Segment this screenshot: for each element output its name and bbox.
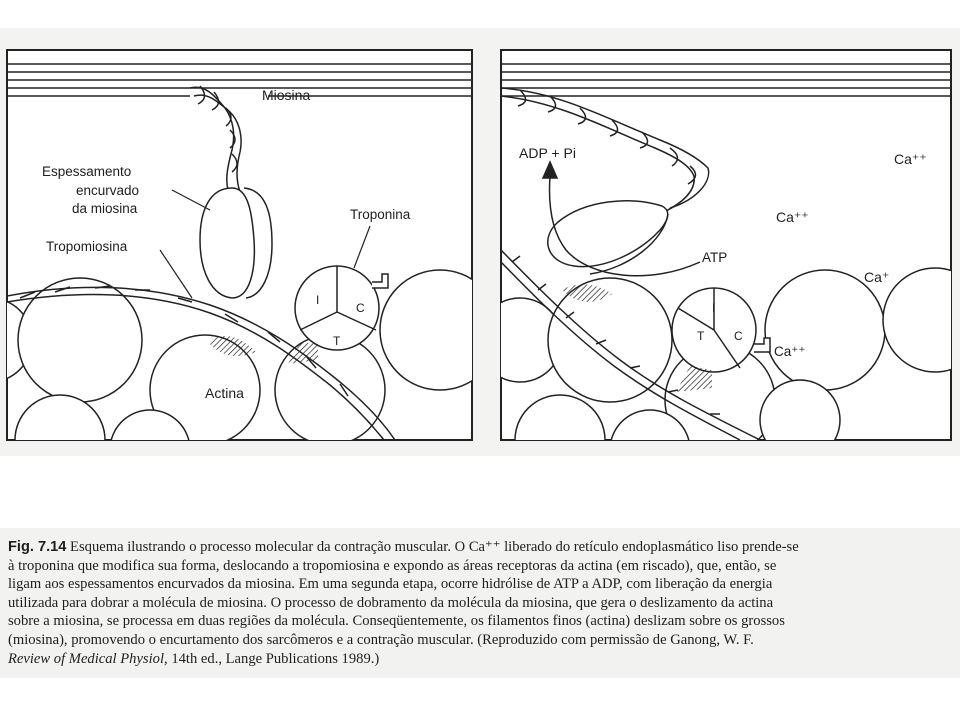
right-label-atp: ATP — [702, 250, 728, 265]
right-panel — [478, 50, 960, 490]
caption-fig-label: Fig. 7.14 — [8, 539, 67, 555]
caption-line-7 — [8, 650, 952, 669]
left-label-tropomyosin: Tropomiosina — [46, 239, 128, 254]
left-label-actin: Actina — [205, 385, 244, 401]
caption-line-6: (miosina), promovendo o encurtamento dos sarcômeros e a contração muscular. (Reproduzido com permissão de Ganong, W. F. — [8, 631, 754, 648]
caption-line-3: ligam aos espessamentos encurvados da miosina. Em uma segunda etapa, ocorre hidrólise de ATP a ADP, com liberação da energia — [8, 576, 773, 593]
left-troponin-c: C — [356, 301, 365, 315]
right-label-adp-pi: ADP + Pi — [519, 145, 576, 161]
caption-line-2: à troponina que modifica sua forma, deslocando a tropomiosina e expondo as áreas receptoras da actina (em riscado), que, então, se — [8, 557, 777, 574]
right-troponin-t: T — [697, 329, 705, 343]
figure-caption — [8, 538, 952, 668]
caption-line-5: sobre a miosina, se processa em duas regiões da molécula. Conseqüentemente, os filamentos finos (actina) deslizam sobre os grossos — [8, 613, 785, 630]
caption-reference-rest: 14th ed., Lange Publications 1989.) — [167, 650, 380, 667]
left-panel — [0, 50, 500, 490]
left-troponin-t: T — [333, 334, 341, 348]
caption-line-1-text: Esquema ilustrando o processo molecular da contração muscular. O Ca⁺⁺ liberado do retículo endoplasmático liso prende-se — [66, 539, 799, 555]
right-label-ca-3: Ca⁺ — [864, 269, 890, 285]
right-troponin-c: C — [734, 329, 743, 343]
left-troponin-i: I — [316, 293, 320, 307]
right-label-ca-2: Ca⁺⁺ — [776, 209, 809, 225]
left-label-thickening-3: da miosina — [72, 201, 138, 216]
right-label-ca-4: Ca⁺⁺ — [774, 344, 806, 359]
left-label-thickening-1: Espessamento — [42, 164, 132, 179]
caption-line-1 — [8, 538, 952, 557]
left-label-troponin: Troponina — [350, 207, 411, 222]
right-troponin-i: I — [712, 301, 716, 315]
caption-reference-title: Review of Medical Physiol, — [8, 650, 168, 667]
left-label-thickening-2: encurvado — [76, 183, 140, 198]
left-label-myosin: Miosina — [262, 87, 311, 103]
caption-line-4: utilizada para dobrar a molécula de miosina. O processo de dobramento da molécula da miosina, que gera o deslizamento da actina — [8, 594, 774, 611]
right-label-ca-1: Ca⁺⁺ — [894, 151, 927, 167]
